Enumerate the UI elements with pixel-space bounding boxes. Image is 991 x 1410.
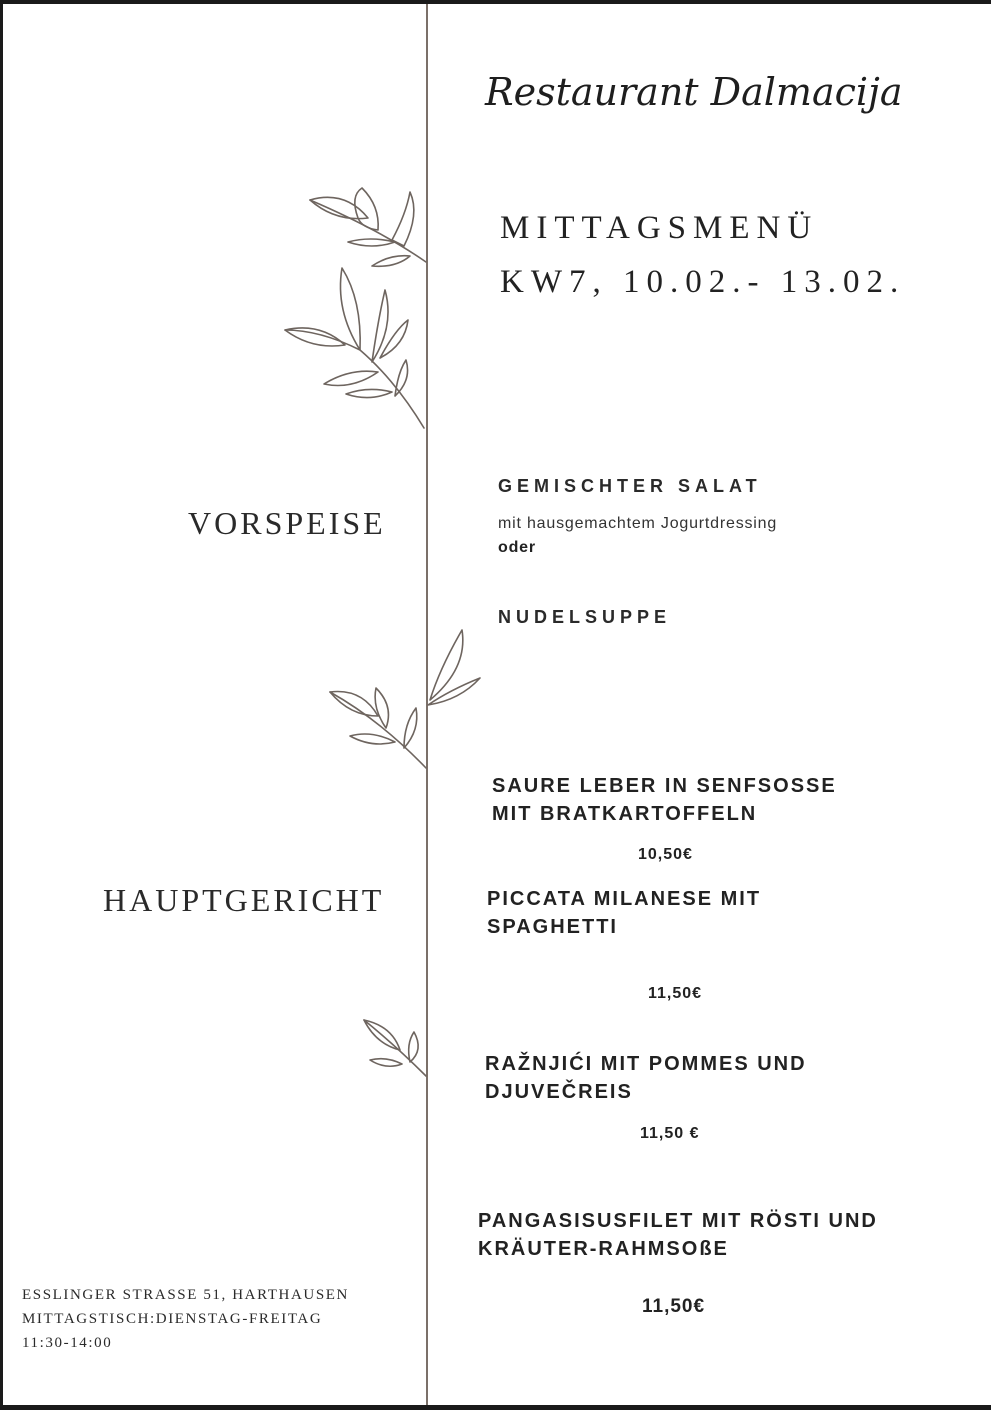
week-dates: KW7, 10.02.- 13.02. [500,264,906,300]
section-label-main: HAUPTGERICHT [103,882,385,918]
section-label-starter: VORSPEISE [188,505,386,541]
main-dish-3 [485,1050,807,1106]
main-dish-1-price: 10,50€ [638,846,693,863]
main-dish-1-line1: SAURE LEBER IN SENFSOSSE [492,775,837,797]
main-dish-4-line2: KRÄUTER-RAHMSOßE [478,1238,729,1260]
starter-separator: oder [498,539,536,556]
footer-hours: 11:30-14:00 [22,1335,113,1351]
restaurant-name: Restaurant Dalmacija [485,70,903,114]
leaf-branch-middle-icon [330,630,480,768]
main-dish-2-line2: SPAGHETTI [487,916,618,938]
starter-option-soup: NUDELSUPPE [498,607,672,627]
leaf-branch-top-icon [285,188,426,428]
main-dish-4 [478,1207,878,1263]
main-dish-1-line2: MIT BRATKARTOFFELN [492,803,758,825]
main-dish-4-line1: PANGASISUSFILET MIT RÖSTI UND [478,1210,878,1232]
starter-option-salad: GEMISCHTER SALAT [498,476,762,496]
main-dish-3-line1: RAŽNJIĆI MIT POMMES UND [485,1053,807,1075]
main-dish-2-line1: PICCATA MILANESE MIT [487,888,762,910]
main-dish-1 [492,772,837,828]
main-dish-4-price: 11,50€ [642,1296,706,1317]
footer-hours-label: MITTAGSTISCH:DIENSTAG-FREITAG [22,1311,323,1327]
footer-address: ESSLINGER STRASSE 51, HARTHAUSEN [22,1287,349,1303]
main-dish-3-line2: DJUVEČREIS [485,1081,633,1103]
footer-info [22,1283,349,1355]
starter-option-description: mit hausgemachtem Jogurtdressing [498,515,778,532]
main-dish-3-price: 11,50 € [640,1125,700,1142]
leaf-branch-lower-icon [364,1020,426,1076]
main-dish-2 [487,885,761,941]
main-dish-2-price: 11,50€ [648,985,703,1002]
menu-title: MITTAGSMENÜ [500,210,819,246]
